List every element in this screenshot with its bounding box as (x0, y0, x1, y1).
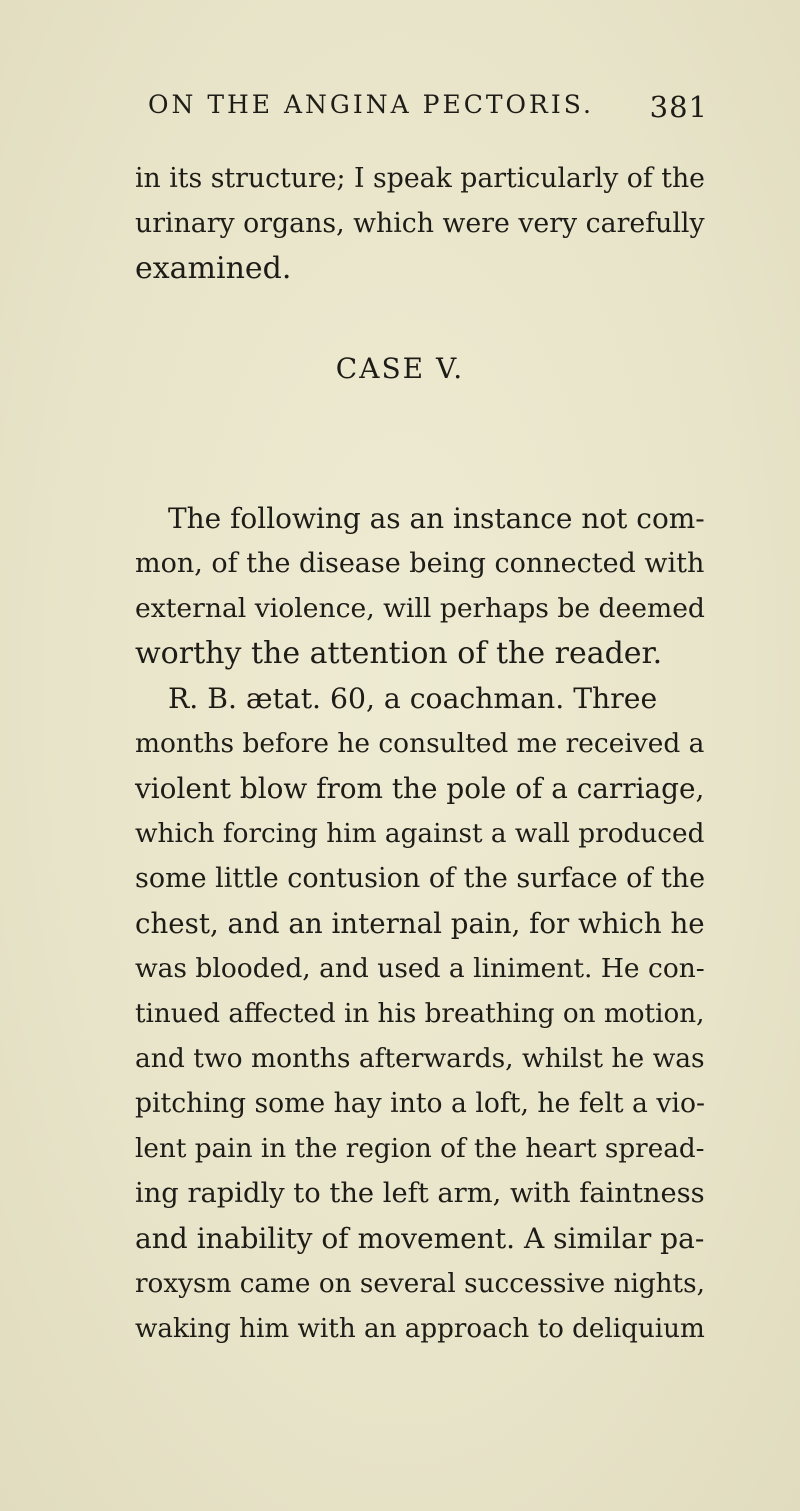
text-line: and inability of movement. A similar pa- (135, 1222, 705, 1255)
text-line: examined. (135, 251, 292, 286)
text-line: months before he consulted me received a (135, 728, 705, 759)
page-header (148, 90, 708, 130)
text-line: was blooded, and used a liniment. He con- (135, 953, 705, 984)
section-heading: CASE V. (335, 352, 465, 385)
text-line: urinary organs, which were very carefully (135, 208, 705, 239)
text-line: and two months afterwards, whilst he was (135, 1043, 705, 1074)
paragraph-first-line: The following as an instance not com- (168, 502, 705, 535)
text-line: external violence, will perhaps be deemed (135, 593, 705, 624)
text-line: lent pain in the region of the heart spread- (135, 1134, 705, 1164)
text-line: in its structure; I speak particularly of the (135, 163, 705, 194)
running-title: ON THE ANGINA PECTORIS. (148, 90, 594, 119)
text-line: ing rapidly to the left arm, with faintness (135, 1178, 705, 1209)
text-line: which forcing him against a wall produced (135, 819, 705, 849)
text-line: tinued affected in his breathing on motion, (135, 999, 705, 1029)
text-line: roxysm came on several successive nights, (135, 1269, 705, 1299)
page-number: 381 (649, 90, 708, 124)
text-line: mon, of the disease being connected with (135, 548, 705, 579)
text-line: some little contusion of the surface of the (135, 863, 706, 894)
text-line: pitching some hay into a loft, he felt a vio- (135, 1088, 705, 1119)
paragraph-first-line: R. B. ætat. 60, a coachman. Three (168, 682, 658, 715)
text-line: chest, and an internal pain, for which he (135, 907, 705, 940)
text-line: violent blow from the pole of a carriage, (135, 772, 705, 805)
text-line: waking him with an approach to deliquium (135, 1314, 705, 1344)
text-line: worthy the attention of the reader. (135, 636, 663, 671)
